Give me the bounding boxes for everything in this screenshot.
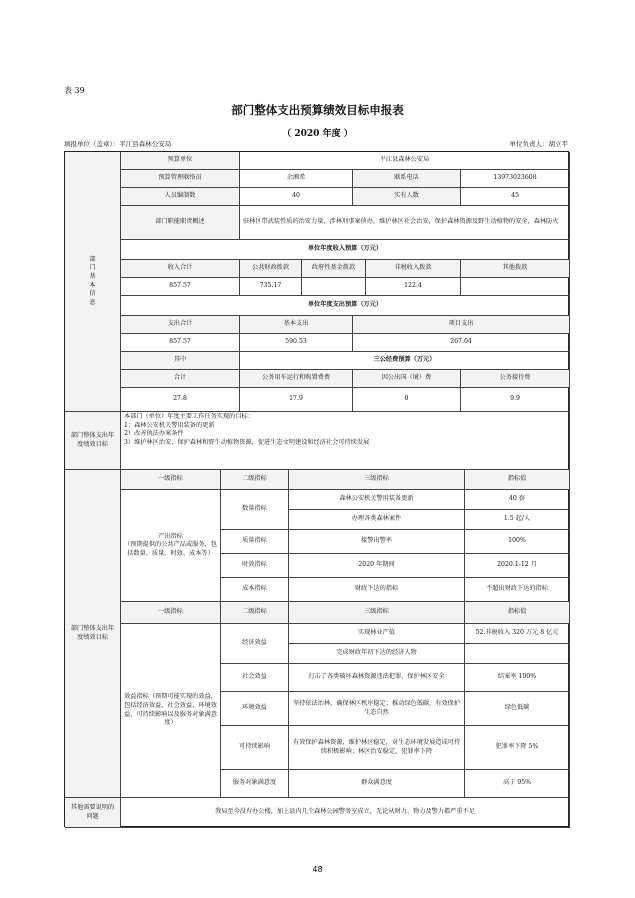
- value-cases-target: 1.5 起/人: [465, 510, 570, 530]
- value-vehicle: 17.9: [240, 388, 353, 412]
- value-cost: 财政下达的指标: [289, 578, 465, 602]
- value-nontax: 122.4: [366, 278, 461, 296]
- value-basic-expense: 590.53: [240, 334, 353, 352]
- performance-target-table: [64, 151, 569, 827]
- heading-three-public: 三公经费预算（万元）: [240, 352, 570, 370]
- label-basic-expense: 基本支出: [240, 316, 353, 334]
- value-duties: 驻林区带武装性质的治安力量，涉林刑事案侦办，维护林区社会治安，保护森林资源及野生动植物的安全，森林防火: [240, 206, 570, 240]
- value-environment: 坚持依法治林，确保林区秩序稳定；推动绿色低碳，有效保护生态自然: [289, 692, 465, 726]
- value-forestry-target: 52.非税收入 320 万元 8 亿元: [465, 624, 570, 644]
- header-level1: 一级指标: [121, 470, 221, 490]
- label-three-total: 合计: [121, 370, 240, 388]
- value-satisfaction: 群众满意度: [289, 770, 465, 798]
- label-of-which: 其中: [121, 352, 240, 370]
- heading-income-budget: 单位年度收入预算（万元）: [121, 240, 570, 260]
- value-fiscal-target: [465, 644, 570, 664]
- value-gov-fund: [302, 278, 366, 296]
- label-cost: 成本指标: [221, 578, 289, 602]
- section-label-basic-info: 部 门 基 本 信 息: [65, 152, 121, 412]
- section-label-annual-target: 部门整体支出年度绩效目标: [65, 412, 121, 470]
- label-public-finance: 公共财政拨款: [240, 260, 302, 278]
- label-gov-fund: 政府性基金拨款: [302, 260, 366, 278]
- value-equipment-target: 40 套: [465, 490, 570, 510]
- label-satisfaction: 服务对象满意度: [221, 770, 289, 798]
- value-other-notes: 我局至今没有办公楼，加上县内几个森林公园警务室成立，无论从财力、物力及警力都严重不足: [121, 798, 570, 828]
- value-cases: 办理各类森林案件: [289, 510, 465, 530]
- header-level3-b: 三级指标: [289, 602, 465, 624]
- label-quantity: 数量指标: [221, 490, 289, 530]
- label-other-notes: 其他需要说明的问题: [65, 798, 121, 828]
- value-liaison: 余湘希: [240, 170, 353, 188]
- value-income-total: 857.57: [121, 278, 240, 296]
- value-equipment: 森林公安机关警用装备更新: [289, 490, 465, 510]
- label-reception: 公务接待费: [461, 370, 570, 388]
- value-reception: 9.9: [461, 388, 570, 412]
- unit-head: 单位负责人：胡立平: [509, 140, 568, 148]
- value-staff-quota: 40: [240, 188, 353, 206]
- table-label: 表 39: [64, 86, 85, 95]
- header-indicator-value-b: 指标值: [465, 602, 570, 624]
- document-title: 部门整体支出预算绩效目标申报表: [231, 103, 404, 117]
- value-annual-target: 本部门（单位）年度主要工作任务实现的目标： 1：森林公安机关警用装备的更新 2）改善执法办案条件 3）维护林区治安、保护森林和野生动植物资源，促进生态文明建设和经济社会可持续发展: [121, 412, 570, 470]
- header-level2-b: 二级指标: [221, 602, 289, 624]
- label-expense-total: 支出合计: [121, 316, 240, 334]
- label-budget-unit: 预算单位: [121, 152, 240, 170]
- label-overseas: 因公出国（境）费: [353, 370, 461, 388]
- value-social-target: 结案率 100%: [465, 664, 570, 692]
- document-year: （ 2020 年度 ）: [282, 129, 353, 139]
- value-forestry-output: 实现林业产值: [289, 624, 465, 644]
- label-actual-staff: 实有人数: [353, 188, 461, 206]
- value-expense-total: 857.57: [121, 334, 240, 352]
- header-level1-b: 一级指标: [121, 602, 221, 624]
- filing-unit: 填报单位（盖章）：平江县森林公安局: [64, 140, 172, 148]
- header-indicator-value: 指标值: [465, 470, 570, 490]
- label-duties: 部门职能职责概述: [121, 206, 240, 240]
- section-label-indicators: 部门整体支出年度绩效目标: [65, 470, 121, 798]
- value-other-funds: [461, 278, 570, 296]
- label-quality: 质量指标: [221, 530, 289, 554]
- value-sustainability: 有效保护森林资源，维护林区稳定，对生态环境发展造成可持续积极影响；林区治安稳定，犯罪率下降: [289, 726, 465, 770]
- page-number: 48: [312, 865, 323, 874]
- value-fiscal-task: 完成财政年初下达的经济人物: [289, 644, 465, 664]
- label-environment: 环境效益: [221, 692, 289, 726]
- header-level3: 三级指标: [289, 470, 465, 490]
- label-social: 社会效益: [221, 664, 289, 692]
- label-economic: 经济效益: [221, 624, 289, 664]
- value-actual-staff: 45: [461, 188, 570, 206]
- value-budget-unit: 平江县森林公安局: [240, 152, 570, 170]
- value-project-expense: 267.04: [353, 334, 570, 352]
- value-response-rate: 接警出警率: [289, 530, 465, 554]
- heading-expense-budget: 单位年度支出预算（万元）: [121, 296, 570, 316]
- label-benefit-indicators: 效益指标（预期可能实现的效益，包括经济效益、社会效益、环境效益、可持续影响以及服务对象满意度）: [121, 624, 221, 798]
- value-overseas: 0: [353, 388, 461, 412]
- label-vehicle: 公务用车运行和购置费费: [240, 370, 353, 388]
- label-income-total: 收入合计: [121, 260, 240, 278]
- label-output-indicators: 产出指标 （预期提供的公共产品或服务，包括数量、质量、时效、成本等）: [121, 490, 221, 602]
- value-sustainability-target: 犯罪率下降 5%: [465, 726, 570, 770]
- label-staff-quota: 人员编制数: [121, 188, 240, 206]
- label-project-expense: 项目支出: [353, 316, 570, 334]
- label-timeliness: 时效指标: [221, 554, 289, 578]
- header-level2: 二级指标: [221, 470, 289, 490]
- value-period: 2020 年期间: [289, 554, 465, 578]
- label-other-funds: 其他拨款: [461, 260, 570, 278]
- value-three-total: 27.8: [121, 388, 240, 412]
- value-phone: 13973023608: [461, 170, 570, 188]
- value-environment-target: 绿色低碳: [465, 692, 570, 726]
- value-cost-target: 不超出财政下达的指标: [465, 578, 570, 602]
- value-public-finance: 735.17: [240, 278, 302, 296]
- label-liaison: 预算管理联络员: [121, 170, 240, 188]
- label-nontax: 非税收入拨款: [366, 260, 461, 278]
- value-social: 打击了各类破坏森林资源违法犯罪、保护林区安全: [289, 664, 465, 692]
- label-sustainability: 可持续影响: [221, 726, 289, 770]
- label-phone: 联系电话: [353, 170, 461, 188]
- value-response-target: 100%: [465, 530, 570, 554]
- value-period-target: 2020.1-12 月: [465, 554, 570, 578]
- value-satisfaction-target: 高于 95%: [465, 770, 570, 798]
